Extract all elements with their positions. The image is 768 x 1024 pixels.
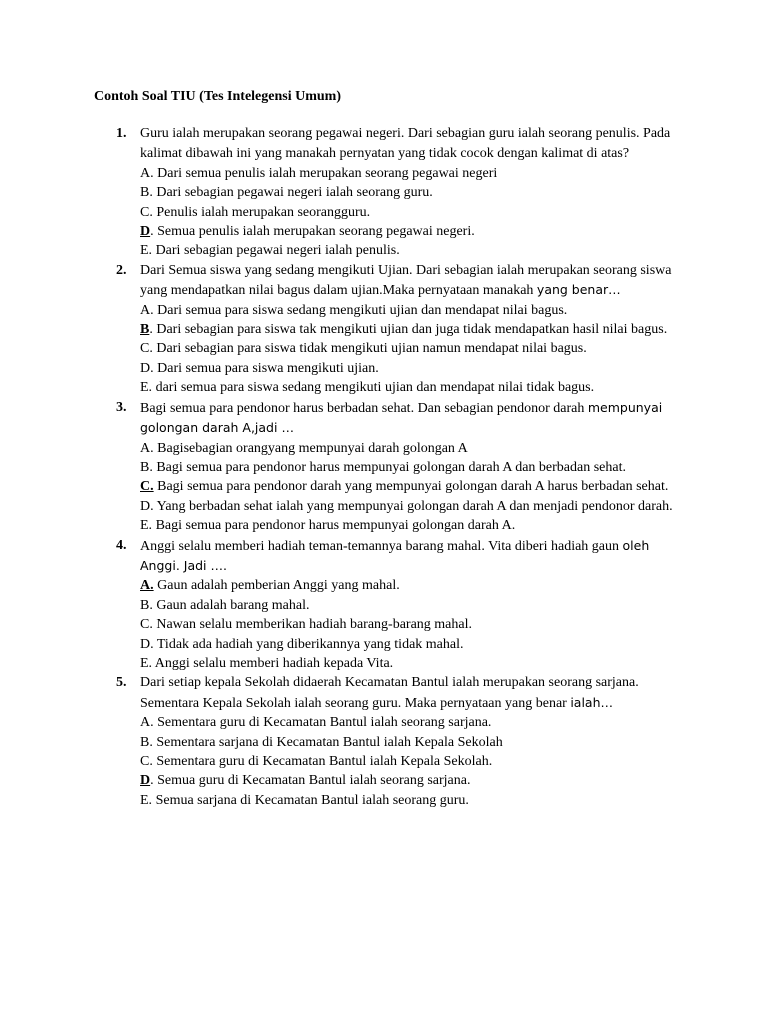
option-e [140, 378, 680, 397]
question-text-main: Dari setiap kepala Sekolah didaerah Kecamatan Bantul ialah merupakan seorang sarjana. Sementara Kepala Sekolah ialah seorang guru. Maka pernyataan yang benar [140, 675, 639, 711]
question-number: 2. [116, 262, 127, 278]
option-text: . Semua penulis ialah merupakan seorang pegawai negeri. [150, 224, 475, 240]
option-letter: E. [140, 655, 153, 671]
option-text: Nawan selalu memberikan hadiah barang-barang mahal. [152, 617, 472, 633]
question-number: 3. [116, 399, 127, 415]
option-b [140, 733, 680, 752]
question-number: 1. [116, 126, 127, 141]
answer-letter: D [140, 773, 151, 789]
option-text: Dari semua para siswa mengikuti ujian. [153, 360, 379, 376]
answer-letter: C. [140, 479, 154, 495]
option-text: Dari semua para siswa sedang mengikuti ujian dan mendapat nilai bagus. [153, 302, 568, 318]
question-text-main: Dari Semua siswa yang sedang mengikuti Ujian. Dari sebagian ialah merupakan seorang siswa yang mendapatkan nilai bagus dalam ujian.Maka pernyataan manakah [140, 262, 672, 299]
option-text: Tidak ada hadiah yang diberikannya yang tidak mahal. [153, 636, 464, 652]
question-1 [0, 124, 768, 261]
option-text: Dari sebagian para siswa tidak mengikuti ujian namun mendapat nilai bagus. [152, 341, 587, 357]
option-c [140, 477, 680, 496]
option-letter: D. [140, 636, 154, 652]
question-body [140, 261, 680, 398]
question-5 [0, 673, 768, 810]
option-letter: B. [140, 734, 153, 750]
question-text-main: Bagi semua para pendonor harus berbadan sehat. Dan sebagian pendonor darah [140, 400, 588, 416]
question-text-main: Anggi selalu memberi hadiah teman-temannya barang mahal. Vita diberi hadiah gaun [140, 538, 623, 554]
option-text: Yang berbadan sehat ialah yang mempunyai golongan darah A dan menjadi pendonor darah. [153, 498, 673, 514]
option-d [140, 359, 680, 378]
question-number: 4. [116, 537, 127, 553]
option-e [140, 791, 680, 810]
option-letter: B. [140, 459, 153, 475]
question-list [0, 124, 768, 810]
option-text: Sementara guru di Kecamatan Bantul ialah Kepala Sekolah. [152, 754, 493, 769]
option-a [140, 164, 680, 183]
option-text: Semua sarjana di Kecamatan Bantul ialah seorang guru. [152, 792, 469, 808]
option-letter: A. [140, 440, 154, 456]
option-text: Bagi semua para pendonor harus mempunyai golongan darah A. [152, 518, 516, 534]
question-text-tail: yang benar… [536, 282, 621, 298]
question-text-main: Guru ialah merupakan seorang pegawai negeri. Dari sebagian guru ialah seorang penulis. Pada kalimat dibawah ini yang manakah pernyatan yang tidak cocok dengan kalimat di atas? [140, 126, 671, 162]
document-title: Contoh Soal TIU (Tes Intelegensi Umum) [94, 89, 341, 104]
question-body [140, 124, 680, 261]
option-b [140, 596, 680, 615]
option-letter: D. [140, 498, 154, 514]
option-text: . Semua guru di Kecamatan Bantul ialah seorang sarjana. [150, 773, 471, 789]
option-d [140, 635, 680, 654]
option-c [140, 203, 680, 222]
option-e [140, 654, 680, 673]
option-letter: C. [140, 204, 153, 220]
option-text: Dari semua penulis ialah merupakan seorang pegawai negeri [153, 165, 498, 181]
answer-letter: B [140, 322, 150, 338]
option-text: Gaun adalah barang mahal. [152, 597, 310, 613]
option-letter: B. [140, 185, 153, 201]
option-a [140, 576, 680, 595]
option-letter: E. [140, 518, 153, 534]
option-letter: A. [140, 715, 154, 731]
option-letter: A. [140, 302, 154, 318]
question-text [140, 261, 680, 301]
option-text: Sementara sarjana di Kecamatan Bantul ialah Kepala Sekolah [152, 734, 503, 750]
option-letter: C. [140, 617, 153, 633]
option-b [140, 320, 680, 339]
answer-letter: D [140, 224, 151, 240]
option-letter: C. [140, 341, 153, 357]
option-d [140, 222, 680, 241]
option-letter: A. [140, 165, 154, 181]
question-text [140, 673, 680, 713]
option-e [140, 516, 680, 535]
question-number: 5. [116, 675, 127, 691]
option-e [140, 241, 680, 260]
option-text: Sementara guru di Kecamatan Bantul ialah seorang sarjana. [153, 715, 492, 731]
question-text-tail: oleh Anggi. Jadi …. [140, 537, 650, 573]
option-b [140, 183, 680, 202]
option-letter: B. [140, 597, 153, 613]
option-text: Gaun adalah pemberian Anggi yang mahal. [153, 578, 400, 594]
question-3 [0, 398, 768, 536]
question-text-tail: ialah… [570, 694, 614, 710]
option-text: Penulis ialah merupakan seorangguru. [152, 204, 371, 220]
option-a [140, 439, 680, 458]
option-text: Anggi selalu memberi hadiah kepada Vita. [152, 655, 394, 671]
question-text-tail: mempunyai golongan darah A,jadi … [140, 399, 663, 436]
option-letter: D. [140, 360, 154, 376]
question-text [140, 124, 680, 164]
question-text [140, 398, 680, 439]
option-d [140, 497, 680, 516]
option-c [140, 615, 680, 634]
option-letter: E. [140, 380, 153, 396]
option-letter: C. [140, 754, 153, 769]
option-letter: E. [140, 243, 153, 259]
option-text: dari semua para siswa sedang mengikuti ujian dan mendapat nilai tidak bagus. [152, 380, 595, 396]
question-4 [0, 536, 768, 674]
option-a [140, 713, 680, 732]
option-letter: E. [140, 792, 153, 808]
answer-letter: A. [140, 578, 154, 594]
option-c [140, 339, 680, 358]
option-b [140, 458, 680, 477]
question-body [140, 673, 680, 810]
option-d [140, 771, 680, 790]
question-text [140, 536, 680, 577]
option-text: Bagisebagian orangyang mempunyai darah golongan A [153, 440, 468, 456]
option-text: Bagi semua para pendonor harus mempunyai golongan darah A dan berbadan sehat. [152, 459, 626, 475]
option-text: Dari sebagian pegawai negeri ialah seorang guru. [152, 185, 433, 201]
question-body [140, 536, 680, 674]
question-2 [0, 261, 768, 398]
option-text: . Dari sebagian para siswa tak mengikuti ujian dan juga tidak mendapatkan hasil nilai bagus. [149, 322, 668, 338]
question-body [140, 398, 680, 536]
option-c [140, 752, 680, 771]
option-text: Bagi semua para pendonor darah yang mempunyai golongan darah A harus berbadan sehat. [153, 479, 669, 495]
option-text: Dari sebagian pegawai negeri ialah penulis. [152, 243, 400, 259]
option-a [140, 301, 680, 320]
